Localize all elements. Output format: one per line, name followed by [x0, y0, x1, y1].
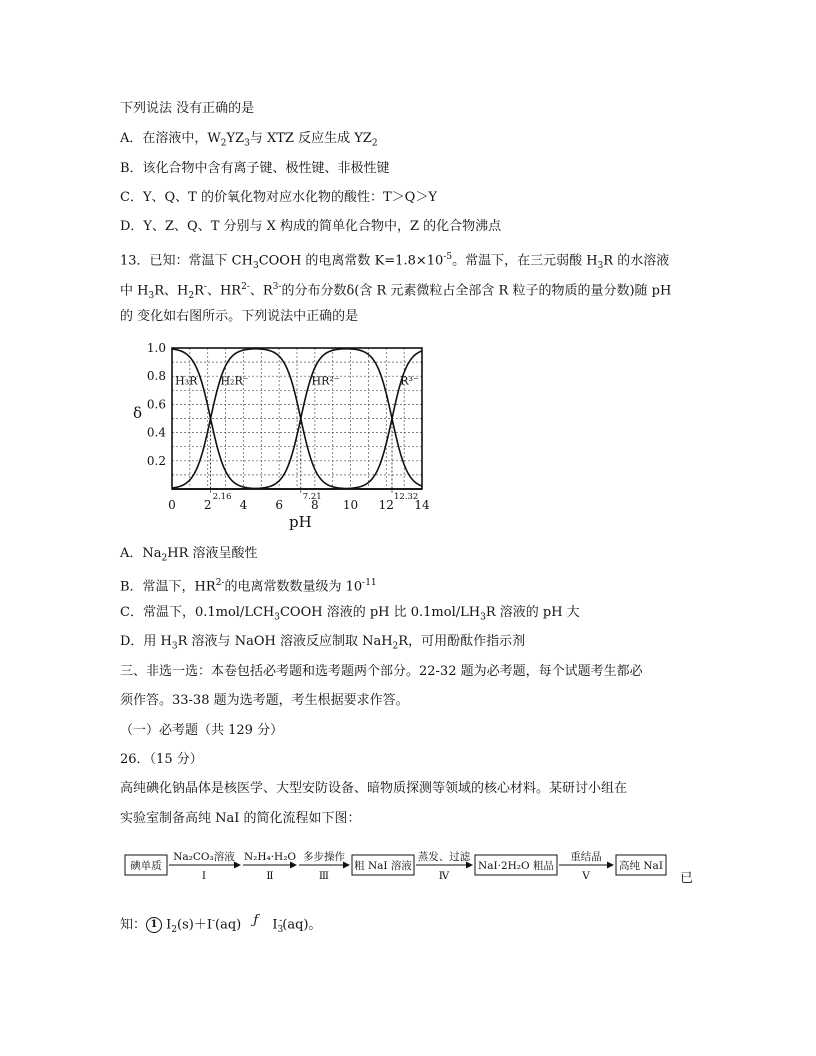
section3-intro-line2: 须作答。33-38 题为选考题，考生根据要求作答。 — [120, 693, 409, 708]
y-tick-label: 1.0 — [146, 341, 166, 355]
distribution-chart-svg — [125, 338, 435, 536]
q12-option-d: D．Y、Z、Q、T 分别与 X 构成的简单化合物中，Z 的化合物沸点 — [120, 219, 502, 234]
flow-arrow-1-reagent: Na₂CO₃溶液 — [173, 851, 235, 863]
chart-grid — [172, 348, 422, 489]
circled-number-icon: 1 — [146, 917, 162, 933]
x-tick-label: 4 — [239, 498, 248, 512]
flow-box-nai-hydrate-label: NaI·2H₂O 粗品 — [478, 860, 554, 872]
flow-arrow-4-step: Ⅳ — [438, 870, 450, 882]
x-tick-label: 6 — [275, 498, 283, 512]
q26-known-trail: 已 — [680, 871, 694, 886]
y-axis-label: δ — [133, 404, 143, 422]
q13-option-d: D．用 $H_3R$ 溶液与 NaOH 溶液反应制取 NaH$_2$R，可用酚酞作指示剂 — [120, 634, 526, 652]
flow-arrow-5-step: Ⅴ — [582, 870, 590, 882]
pka-annotation-label: 2.16 — [212, 492, 232, 502]
flow-arrow-5-reagent: 重结晶 — [570, 851, 602, 863]
q26-para-line1: 高纯碘化钠晶体是核医学、大型安防设备、暗物质探测等领域的核心材料。某研讨小组在 — [120, 781, 628, 796]
flow-arrow-2-reagent: N₂H₄·H₂O — [243, 851, 297, 863]
x-tick-label: 12 — [378, 498, 394, 512]
q13-stem-line2: 中 $H_3R$、$H_2R^-$、$HR^{2-}$、$R^{3-}$的分布分数δ(含 R 元素微粒占全部含 R 粒子的物质的量分数)随 pH — [120, 282, 672, 301]
x-tick-label: 10 — [342, 498, 359, 512]
q26-known-equation: 知： 1 $I_2(s)+I^-(aq)$ ƒ $I_3^-(aq)$。 — [120, 913, 322, 935]
distribution-chart — [125, 338, 435, 536]
q13-stem-line1: 13．已知：常温下 $CH_3COOH$ 的电离常数 $K=1.8\times 10^{-5}$。常温下，在三元弱酸 $H_3R$ 的水溶液 — [120, 252, 670, 271]
q12-option-c: C．Y、Q、T 的价氧化物对应水化物的酸性：T＞Q＞Y — [120, 190, 437, 205]
series-label: HR²⁻ — [311, 374, 340, 388]
chart-ticks — [147, 341, 430, 512]
x-axis-label: pH — [289, 513, 312, 531]
x-tick-label: 8 — [311, 498, 319, 512]
q26-para-line2: 实验室制备高纯 NaI 的简化流程如下图： — [120, 811, 361, 826]
q12-stem: 下列说法 没有正确的是 — [120, 101, 255, 116]
x-tick-label: 0 — [168, 498, 176, 512]
y-tick-label: 0.6 — [146, 397, 166, 412]
series-label: R³⁻ — [400, 374, 419, 388]
q13-stem-line3: 的 变化如右图所示。下列说法中正确的是 — [120, 309, 359, 324]
section3-intro-line1: 三、非选一选：本卷包括必考题和选考题两个部分。22-32 题为必考题，每个试题考生都必 — [120, 664, 643, 679]
q12-option-b: B．该化合物中含有离子键、极性键、非极性键 — [120, 161, 390, 176]
flow-arrow-2-step: Ⅱ — [266, 870, 274, 882]
pka-annotation-label: 7.21 — [302, 492, 322, 502]
q13-option-c: C．常温下，$0.1mol/LCH_3COOH$ 溶液的 pH 比 $0.1mol/LH_3R$ 溶液的 pH 大 — [120, 605, 580, 623]
q12-option-a: A．在溶液中，$W_2YZ_3$与 XTZ 反应生成 $YZ_2$ — [120, 131, 378, 149]
y-tick-label: 0.2 — [146, 453, 166, 468]
flow-arrow-4-reagent: 蒸发、过滤 — [417, 851, 471, 863]
q13-option-b: B．常温下，$HR^{2-}$的电离常数数量级为 $10^{-11}$ — [120, 578, 377, 595]
series-label: H₂R⁻ — [220, 374, 249, 388]
flow-arrow-3-reagent: 多步操作 — [303, 851, 345, 863]
flow-box-crude-nai-label: 粗 NaI 溶液 — [354, 860, 412, 872]
flow-arrow-3-step: Ⅲ — [318, 870, 330, 882]
q26-heading: 26．（15 分） — [120, 752, 203, 767]
preparation-flow-diagram — [120, 845, 680, 890]
flow-box-iodine-label: 碘单质 — [130, 860, 162, 872]
flow-arrow-1-step: Ⅰ — [201, 870, 207, 882]
y-tick-label: 0.8 — [146, 369, 166, 384]
x-tick-label: 2 — [203, 498, 212, 512]
y-tick-label: 0.4 — [146, 425, 166, 440]
flow-box-pure-nai-label: 高纯 NaI — [619, 860, 663, 872]
section3-subheading: （一）必考题（共 129 分） — [120, 723, 284, 738]
pka-annotation-label: 12.32 — [394, 492, 419, 502]
equilibrium-icon: ƒ — [253, 913, 259, 929]
series-label: H₃R — [175, 374, 198, 388]
q13-option-a: A．$Na_2HR$ 溶液呈酸性 — [120, 546, 258, 564]
x-tick-label: 14 — [414, 498, 430, 512]
